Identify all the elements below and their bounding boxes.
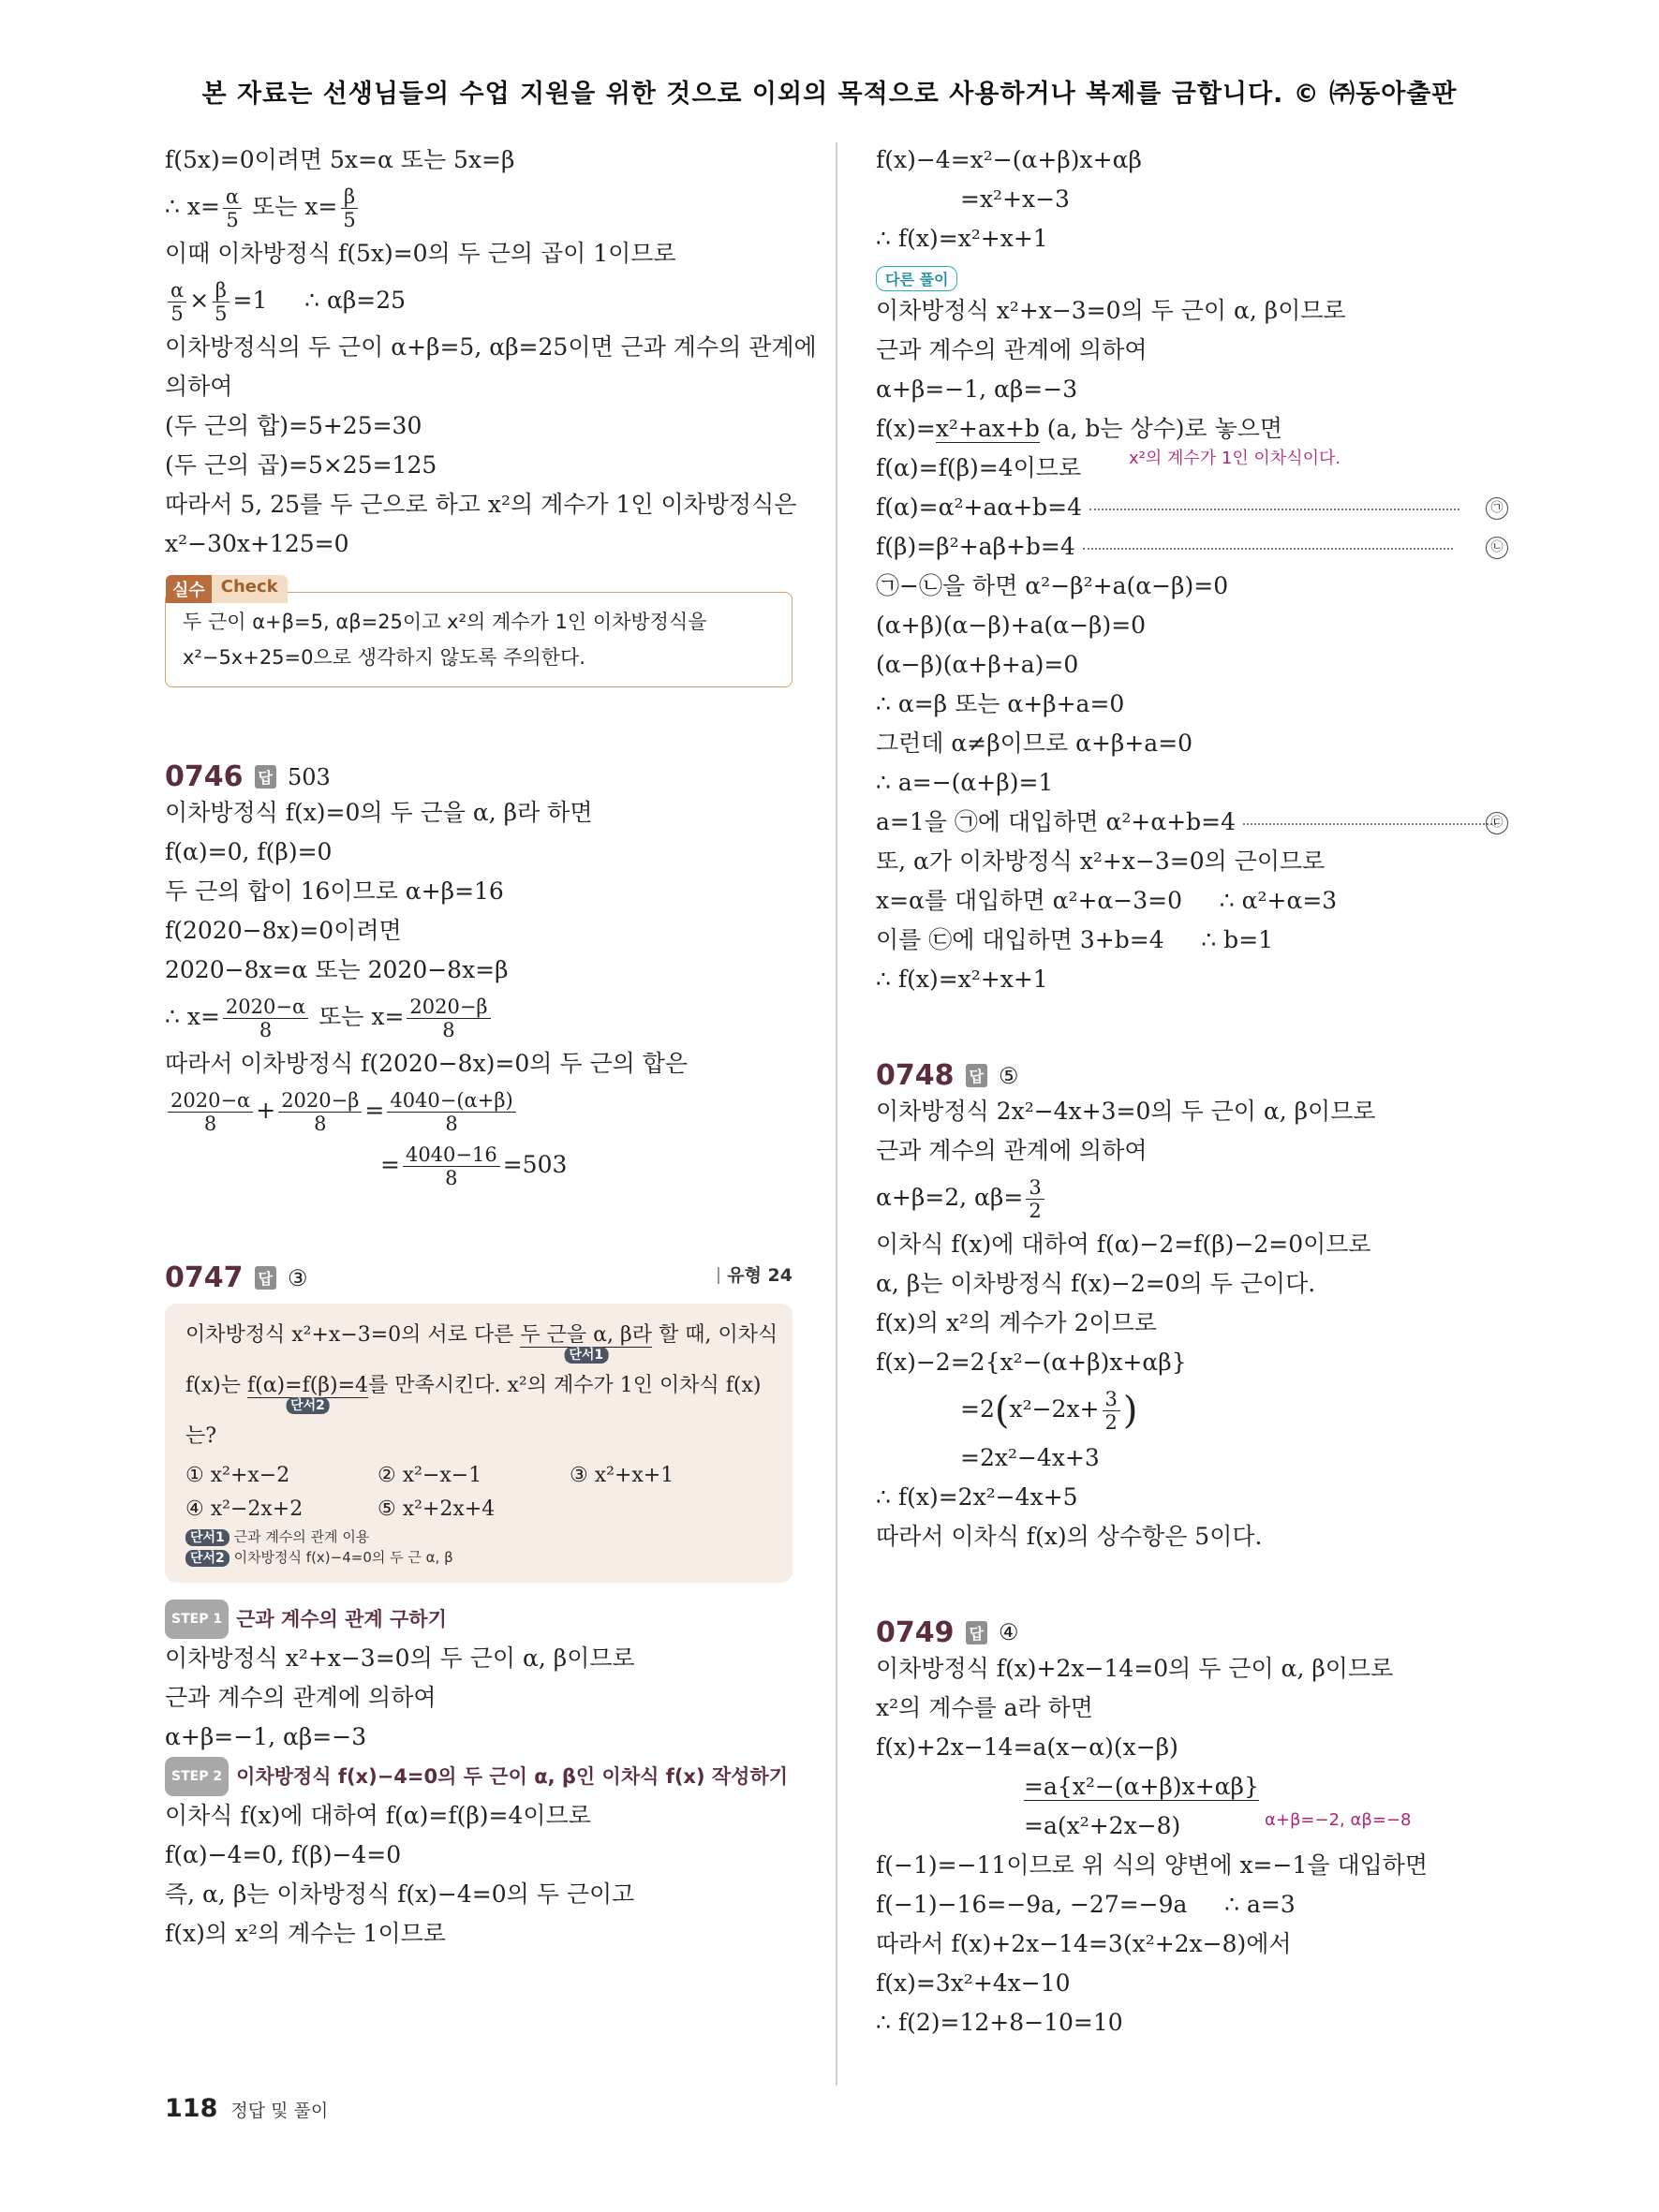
text-line: α+β=−1, αβ=−3 — [876, 376, 1078, 403]
text-line: α+β=−1, αβ=−3 — [165, 1723, 367, 1750]
page-number: 118 — [165, 2094, 218, 2123]
clue-tag: 단서2 — [286, 1397, 330, 1414]
step-heading: STEP 2 이차방정식 f(x)−4=0의 두 근이 α, β인 이차식 f(x) 작성하기 — [165, 1757, 792, 1796]
text-line: f(−1)−16=−9a, −27=−9a ∴ a=3 — [876, 1890, 1296, 1918]
text-line: f(x)+2x−14=a(x−α)(x−β) — [876, 1733, 1178, 1761]
check-tab-label: 실수 — [166, 575, 212, 603]
clue-tag: 단서1 — [564, 1347, 608, 1364]
text-line: ∴ a=−(α+β)=1 — [876, 769, 1054, 796]
problem-line: 이차방정식 x²+x−3=0의 서로 다른 두 근을 α, β라 단서1 할 때, 이차식 — [185, 1323, 778, 1363]
check-line: 두 근이 α+β=5, αβ=25이고 x²의 계수가 1인 이차방정식을 — [183, 611, 707, 633]
answer-badge: 답 — [966, 1064, 987, 1087]
equation-marker: ㉢ — [1486, 812, 1508, 834]
answer-choices — [185, 1459, 774, 1526]
text-line: (α+β)(α−β)+a(α−β)=0 — [876, 612, 1147, 639]
question-heading: 0748 답 ⑤ — [876, 1059, 1019, 1092]
text-line: =x²+x−3 — [960, 185, 1070, 213]
text-line: f(α)=f(β)=4이므로 x²의 계수가 1인 이차식이다. — [876, 449, 1508, 488]
text-line: 이를 ㉢에 대입하면 3+b=4 ∴ b=1 — [876, 926, 1274, 953]
text-line: $\frac{\alpha}{5}$ × $\frac{\beta}{5}$ =1 ∴ αβ=25 — [165, 273, 792, 328]
answer-badge: 답 — [966, 1621, 987, 1644]
text-line: =2(x²−2x+ $\frac{3}{2}$ ) — [960, 1388, 1138, 1434]
hint-line: 단서1 근과 계수의 관계 이용 — [185, 1526, 774, 1547]
text-line: 따라서 5, 25를 두 근으로 하고 x²의 계수가 1인 이차방정식은 — [165, 491, 797, 518]
text-line: 이차식 f(x)에 대하여 f(α)=f(β)=4이므로 — [165, 1802, 591, 1829]
check-line: x²−5x+25=0으로 생각하지 않도록 주의한다. — [183, 646, 585, 669]
problem-box — [165, 1304, 792, 1583]
answer-badge: 답 — [255, 765, 276, 789]
right-column — [876, 140, 1508, 2042]
text-line: 근과 계수의 관계에 의하여 — [876, 336, 1148, 363]
text-line: a=1을 ㉠에 대입하면 α²+α+b=4 ㉢ — [876, 803, 1508, 842]
text-line: 이때 이차방정식 f(5x)=0의 두 근의 곱이 1이므로 — [165, 240, 676, 267]
question-heading: 0747 답 ③ 유형 24 — [165, 1261, 792, 1294]
text-line: f(5x)=0이려면 5x=α 또는 5x=β — [165, 146, 515, 173]
alternative-solution-label: 다른 풀이 — [876, 266, 957, 291]
footer-label: 정답 및 풀이 — [230, 2101, 329, 2121]
text-line: ㉠−㉡을 하면 α²−β²+a(α−β)=0 — [876, 572, 1229, 599]
text-line: ∴ f(x)=2x²−4x+5 — [876, 1482, 1078, 1511]
text-line: 이차방정식 f(x)+2x−14=0의 두 근이 α, β이므로 — [876, 1654, 1394, 1682]
choice[interactable]: ⑤ x²+2x+4 — [378, 1497, 496, 1521]
text-line: 따라서 이차식 f(x)의 상수항은 5이다. — [876, 1522, 1263, 1550]
text-line: 이차방정식 2x²−4x+3=0의 두 근이 α, β이므로 — [876, 1098, 1376, 1125]
text-line: ∴ f(x)=x²+x+1 — [876, 966, 1048, 993]
annotation-note: x²의 계수가 1인 이차식이다. — [1129, 449, 1341, 468]
text-line: 이차방정식 x²+x−3=0의 두 근이 α, β이므로 — [165, 1644, 635, 1672]
text-line: 2020−8x=α 또는 2020−8x=β — [165, 956, 509, 983]
text-line: =2x²−4x+3 — [960, 1443, 1100, 1471]
left-column — [165, 140, 817, 1954]
page-footer — [165, 2094, 328, 2123]
text-line: 따라서 f(x)+2x−14=3(x²+2x−8)에서 — [876, 1929, 1292, 1957]
text-line: 근과 계수의 관계에 의하여 — [165, 1684, 437, 1711]
text-line: f(x)의 x²의 계수는 1이므로 — [165, 1920, 446, 1947]
text-line: f(x)=3x²+4x−10 — [876, 1969, 1071, 1997]
text-line: 이차식 f(x)에 대하여 f(α)−2=f(β)−2=0이므로 — [876, 1231, 1371, 1258]
text-line: 이차방정식의 두 근이 α+β=5, αβ=25이면 근과 계수의 관계에 — [165, 333, 817, 361]
problem-line: f(x)는 f(α)=f(β)=4 단서2 를 만족시킨다. x²의 계수가 1인 이차식 f(x) — [185, 1374, 762, 1413]
text-line: 이차방정식 f(x)=0의 두 근을 α, β라 하면 — [165, 799, 593, 826]
text-line: x²−30x+125=0 — [165, 530, 349, 557]
question-heading: 0749 답 ④ — [876, 1615, 1019, 1649]
text-line: = $\frac{4040-16}{8}$ =503 — [380, 1143, 568, 1189]
text-line: 의하여 — [165, 373, 233, 400]
text-line: ∴ x= $\frac{\alpha}{5}$ 또는 x= $\frac{\beta}{5}$ — [165, 180, 792, 234]
text-line: f(β)=β²+aβ+b=4 ㉡ — [876, 527, 1508, 567]
text-line: α+β=2, αβ= $\frac{3}{2}$ — [876, 1171, 1508, 1225]
column-divider — [836, 142, 837, 2086]
text-line: =a{x²−(α+β)x+αβ} — [1024, 1772, 1259, 1800]
text-line: f(α)=α²+aα+b=4 ㉠ — [876, 488, 1508, 527]
text-line: f(x)의 x²의 계수가 2이므로 — [876, 1309, 1157, 1336]
choice[interactable]: ① x²+x−2 — [185, 1464, 290, 1487]
text-line: ∴ α=β 또는 α+β+a=0 — [876, 690, 1125, 717]
text-line: ∴ f(2)=12+8−10=10 — [876, 2008, 1123, 2036]
text-line: f(x)−2=2{x²−(α+β)x+αβ} — [876, 1349, 1187, 1376]
copyright-header: 본 자료는 선생님들의 수업 지원을 위한 것으로 이외의 목적으로 사용하거나 복제를 금합니다. © ㈜동아출판 — [201, 80, 1458, 109]
equation-marker: ㉡ — [1486, 537, 1508, 559]
choice[interactable]: ② x²−x−1 — [378, 1464, 482, 1487]
text-line: (α−β)(α+β+a)=0 — [876, 651, 1079, 678]
annotation-note: α+β=−2, αβ=−8 — [1265, 1809, 1412, 1830]
text-line: 근과 계수의 관계에 의하여 — [876, 1137, 1148, 1164]
answer-badge: 답 — [255, 1266, 276, 1290]
text-line: f(−1)=−11이므로 위 식의 양변에 x=−1을 대입하면 — [876, 1851, 1429, 1879]
text-line: f(x)−4=x²−(α+β)x+αβ — [876, 146, 1142, 173]
step-heading: STEP 1 근과 계수의 관계 구하기 — [165, 1600, 792, 1639]
mistake-check-box — [165, 577, 792, 687]
hint-line: 단서2 이차방정식 f(x)−4=0의 두 근 α, β — [185, 1547, 774, 1568]
text-line: 따라서 이차방정식 f(2020−8x)=0의 두 근의 합은 — [165, 1050, 689, 1077]
text-line: ∴ f(x)=x²+x+1 — [876, 225, 1048, 252]
text-line: 이차방정식 x²+x−3=0의 두 근이 α, β이므로 — [876, 297, 1346, 324]
check-tab-title: Check — [212, 575, 288, 603]
text-line: 또, α가 이차방정식 x²+x−3=0의 근이므로 — [876, 848, 1326, 875]
text-line: α, β는 이차방정식 f(x)−2=0의 두 근이다. — [876, 1270, 1316, 1297]
text-line: ∴ x= $\frac{2020-\alpha}{8}$ 또는 x= $\frac{2020-\beta}{8}$ — [165, 990, 792, 1044]
choice[interactable]: ③ x²+x+1 — [570, 1464, 674, 1487]
text-line: =a(x²+2x−8) α+β=−2, αβ=−8 — [876, 1806, 1508, 1846]
text-line: f(x)=x²+ax+b (a, b는 상수)로 놓으면 — [876, 415, 1283, 442]
text-line: f(α)=0, f(β)=0 — [165, 838, 333, 865]
text-line: 즉, α, β는 이차방정식 f(x)−4=0의 두 근이고 — [165, 1880, 635, 1908]
problem-line: 는? — [185, 1424, 217, 1448]
text-line: x²의 계수를 a라 하면 — [876, 1693, 1093, 1721]
question-heading: 0746 답 503 — [165, 760, 331, 793]
text-line: 두 근의 합이 16이므로 α+β=16 — [165, 877, 504, 905]
text-line: f(2020−8x)=0이려면 — [165, 917, 402, 944]
text-line: f(α)−4=0, f(β)−4=0 — [165, 1841, 402, 1868]
choice[interactable]: ④ x²−2x+2 — [185, 1497, 304, 1521]
text-line: (두 근의 곱)=5×25=125 — [165, 451, 437, 479]
text-line: (두 근의 합)=5+25=30 — [165, 412, 422, 439]
text-line: 그런데 α≠β이므로 α+β+a=0 — [876, 730, 1193, 757]
text-line: $\frac{2020-\alpha}{8}$ + $\frac{2020-\beta}{8}$ = $\frac{4040-(\alpha+\beta)}{8}$ — [165, 1084, 792, 1138]
text-line: x=α를 대입하면 α²+α−3=0 ∴ α²+α=3 — [876, 887, 1338, 914]
equation-marker: ㉠ — [1486, 497, 1508, 520]
problem-type-label: 유형 24 — [718, 1267, 792, 1284]
